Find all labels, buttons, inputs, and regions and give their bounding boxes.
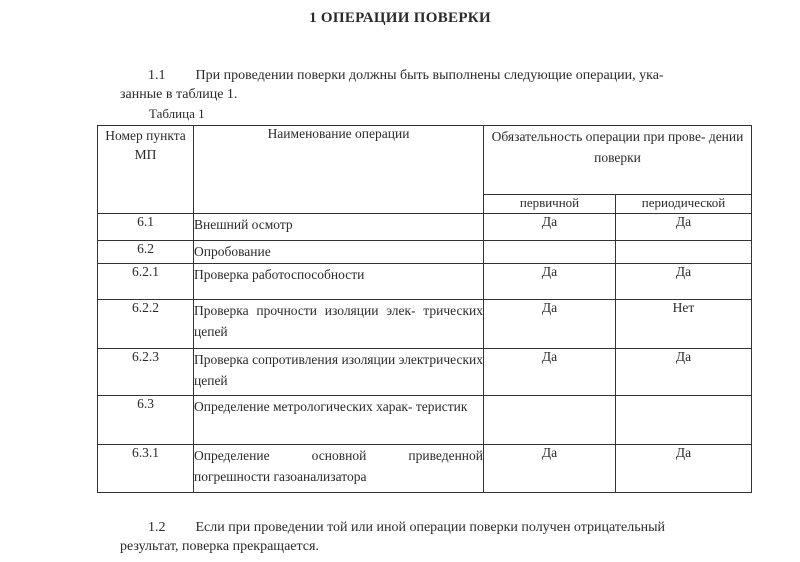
row-operation-name: Определение метрологических харак- теристик [194,396,484,445]
row-primary-value: Да [484,264,616,300]
row-primary-value: Да [484,445,616,493]
row-operation-name: Внешний осмотр [194,214,484,241]
row-periodic-value: Да [616,214,752,241]
header-periodic: периодической [616,195,752,214]
table-row [98,396,752,445]
paragraph-text-line2: занные в таблице 1. [120,87,238,102]
paragraph-text-line1: При проведении поверки должны быть выполнены следующие операции, ука- [195,68,664,83]
table-row [98,300,752,349]
row-primary-value: Да [484,349,616,396]
row-primary-value [484,241,616,264]
row-operation-name: Проверка работоспособности [194,264,484,300]
row-periodic-value: Нет [616,300,752,349]
row-primary-value [484,396,616,445]
paragraph-text-line1: Если при проведении той или иной операции поверки получен отрицательный [195,520,665,535]
row-periodic-value: Да [616,264,752,300]
row-number: 6.2.3 [98,349,194,396]
paragraph-1-1 [120,66,768,104]
table-row [98,264,752,300]
row-primary-value: Да [484,300,616,349]
table-caption: Таблица 1 [149,106,205,121]
row-number: 6.3.1 [98,445,194,493]
row-periodic-value [616,241,752,264]
row-number: 6.3 [98,396,194,445]
row-operation-name: Проверка сопротивления изоляции электрических цепей [194,349,484,396]
section-heading: 1 ОПЕРАЦИИ ПОВЕРКИ [309,10,491,26]
row-operation-name: Проверка прочности изоляции элек- трических цепей [194,300,484,349]
row-periodic-value: Да [616,349,752,396]
table-row [98,349,752,396]
operations-table [97,125,752,493]
paragraph-number: 1.1 [148,68,166,83]
row-number: 6.2.1 [98,264,194,300]
table-row [98,445,752,493]
row-number: 6.2 [98,241,194,264]
row-periodic-value [616,396,752,445]
row-number: 6.2.2 [98,300,194,349]
header-primary: первичной [484,195,616,214]
row-periodic-value: Да [616,445,752,493]
paragraph-1-2 [120,518,768,556]
header-number: Номер пункта МП [98,126,194,214]
row-operation-name: Опробование [194,241,484,264]
paragraph-number: 1.2 [148,520,166,535]
row-number: 6.1 [98,214,194,241]
row-operation-name: Определение основной приведенной погрешности газоанализатора [194,445,484,493]
header-mandatory: Обязательность операции при прове- дении поверки [484,126,752,195]
row-primary-value: Да [484,214,616,241]
table-row [98,214,752,241]
paragraph-text-line2: результат, поверка прекращается. [120,539,319,554]
table-row [98,241,752,264]
header-name: Наименование операции [194,126,484,214]
